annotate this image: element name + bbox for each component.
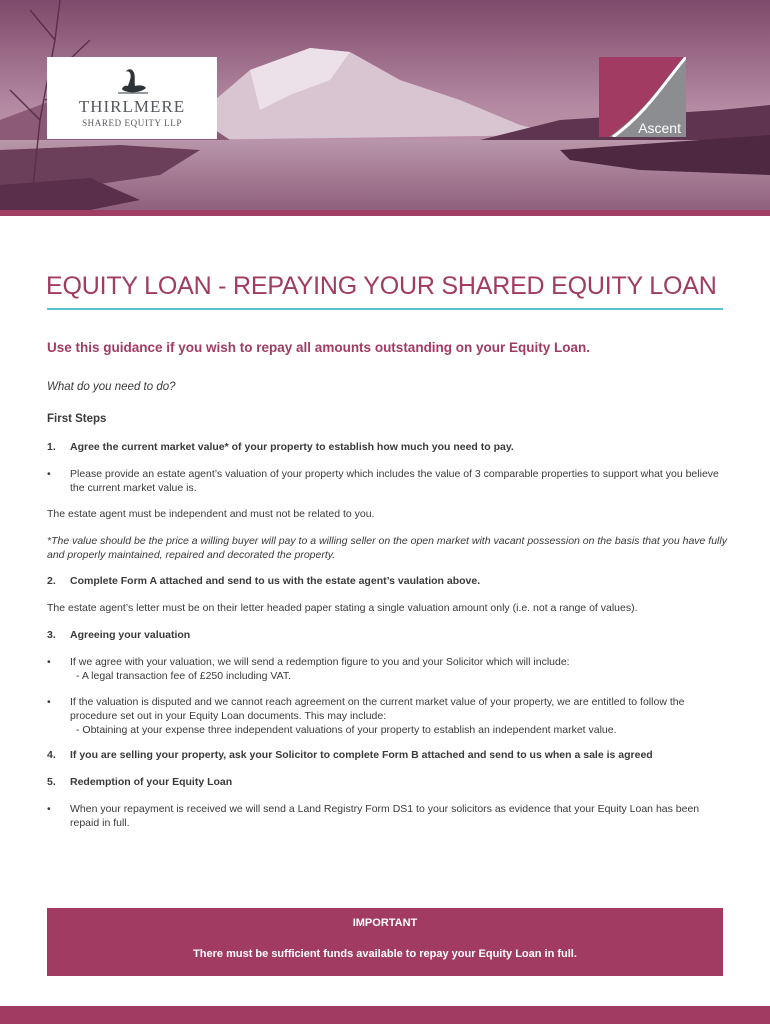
bullet-subline: - Obtaining at your expense three independent valuations of your property to establish an independent market value. bbox=[76, 724, 617, 736]
important-heading: IMPORTANT bbox=[352, 917, 418, 929]
step-text: Redemption of your Equity Loan bbox=[70, 776, 233, 788]
step-3-bullet-2 bbox=[47, 695, 727, 737]
step-1 bbox=[47, 440, 727, 454]
bullet-text: Please provide an estate agent’s valuation of your property which includes the value of 3 comparable properties to support what you believe the current market value is. bbox=[70, 468, 719, 494]
step-1-paragraph: The estate agent must be independent and must not be related to you. bbox=[47, 508, 375, 520]
step-number: 4. bbox=[47, 749, 56, 761]
ascent-logo bbox=[599, 57, 686, 137]
guidance-text: Use this guidance if you wish to repay all amounts outstanding on your Equity Loan. bbox=[47, 340, 591, 355]
step-2-paragraph: The estate agent’s letter must be on their letter headed paper stating a single valuation amount only (i.e. not a range of values). bbox=[47, 602, 638, 614]
step-4 bbox=[47, 748, 727, 762]
step-number: 2. bbox=[47, 575, 56, 587]
step-text: Agreeing your valuation bbox=[70, 629, 191, 641]
step-2 bbox=[47, 574, 727, 588]
question-text: What do you need to do? bbox=[47, 381, 176, 393]
step-1-bullet bbox=[47, 467, 727, 495]
page-title: EQUITY LOAN - REPAYING YOUR SHARED EQUITY LOAN bbox=[46, 272, 717, 300]
thirlmere-logo bbox=[47, 57, 217, 139]
step-text: If you are selling your property, ask your Solicitor to complete Form B attached and send to us when a sale is agreed bbox=[70, 749, 653, 761]
step-number: 1. bbox=[47, 441, 56, 453]
valuation-footnote: *The value should be the price a willing buyer will pay to a willing seller on the open market with vacant possession on the basis that you have fully and properly maintained, repaired and decorated the property. bbox=[47, 535, 727, 561]
step-5 bbox=[47, 775, 727, 789]
ascent-name: Ascent bbox=[638, 120, 681, 136]
bullet-mark: • bbox=[47, 468, 51, 480]
step-5-bullet bbox=[47, 802, 727, 830]
bullet-mark: • bbox=[47, 696, 51, 708]
step-number: 3. bbox=[47, 629, 56, 641]
thirlmere-name: THIRLMERE bbox=[78, 97, 186, 116]
title-divider bbox=[47, 308, 723, 310]
step-text: Complete Form A attached and send to us with the estate agent’s vaulation above. bbox=[70, 575, 481, 587]
bullet-text: If the valuation is disputed and we cannot reach agreement on the current market value of your property, we are entitled to follow the procedure set out in your Equity Loan documents. This may include: bbox=[70, 696, 685, 722]
footer-bar bbox=[0, 1006, 770, 1024]
bullet-text: If we agree with your valuation, we will send a redemption figure to you and your Solicitor which will include: bbox=[70, 656, 570, 668]
step-number: 5. bbox=[47, 776, 56, 788]
step-3 bbox=[47, 628, 727, 642]
bullet-subline: - A legal transaction fee of £250 including VAT. bbox=[76, 670, 291, 682]
first-steps-heading: First Steps bbox=[47, 413, 107, 425]
step-3-bullet-1 bbox=[47, 655, 727, 683]
step-text: Agree the current market value* of your property to establish how much you need to pay. bbox=[70, 441, 514, 453]
swan-icon bbox=[114, 63, 150, 95]
important-body: There must be sufficient funds available to repay your Equity Loan in full. bbox=[193, 948, 577, 960]
bullet-mark: • bbox=[47, 656, 51, 668]
important-notice bbox=[47, 908, 723, 976]
bullet-mark: • bbox=[47, 803, 51, 815]
bullet-text: When your repayment is received we will send a Land Registry Form DS1 to your solicitors as evidence that your Equity Loan has been repaid in full. bbox=[70, 803, 700, 829]
thirlmere-subtitle: SHARED EQUITY LLP bbox=[82, 118, 182, 128]
banner-stripe bbox=[0, 210, 770, 216]
